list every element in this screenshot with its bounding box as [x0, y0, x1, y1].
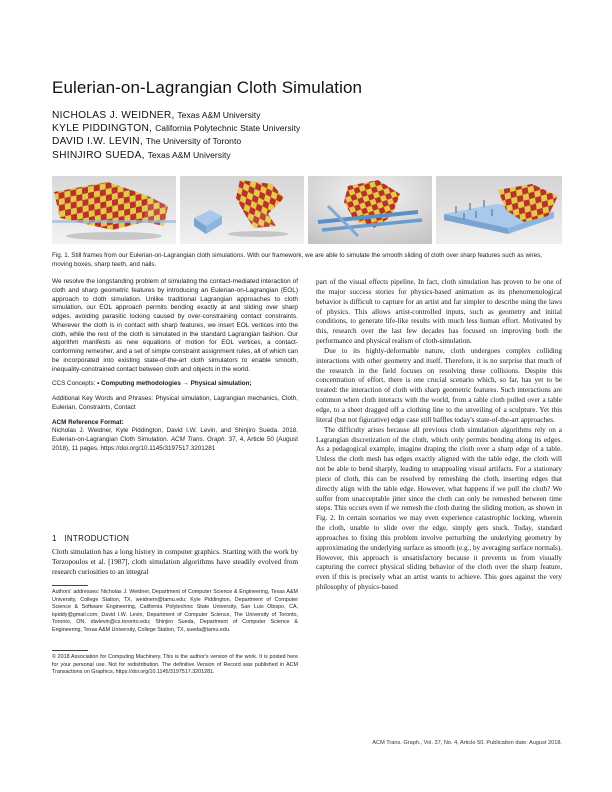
keywords-label: Additional Key Words and Phrases:	[52, 395, 154, 403]
abstract: We resolve the longstanding problem of simulating the contact-mediated interaction of cloth and sharp geometric features by introducing an Eulerian-on-Lagrangian (EOL) approach to cloth simulation. Unlike traditional Lagrangian approaches to cloth simulation, our EOL approach permits bending exactly at and sliding over sharp edges, avoiding parasitic locking caused by over-constraining contact constraints. Wherever the cloth is in contact with sharp features, we insert EOL vertices into the cloth, while the rest of the cloth is simulated in the standard Lagrangian fashion. Our algorithm manifests as new equations of motion for EOL vertices, a contact-conforming remesher, and a set of simple constraint assignment rules, all of which can be incorporated into existing state-of-the-art cloth simulators to enable smooth, inequality-constrained contact between cloth and objects in the world.	[52, 278, 298, 373]
reference-heading: ACM Reference Format:	[52, 418, 124, 426]
figure-panel-cloth-on-wires	[308, 176, 432, 244]
author-affiliation: Texas A&M University	[177, 110, 261, 120]
figure-panel-cloth-on-nails	[436, 176, 562, 244]
author-entry	[52, 122, 300, 135]
author-affiliation: California Polytechnic State University	[155, 123, 301, 134]
left-column	[52, 278, 298, 454]
ccs-concepts	[52, 380, 298, 389]
author-entry	[52, 135, 300, 148]
paper-title: Eulerian-on-Lagrangian Cloth Simulation	[52, 78, 363, 97]
reference-authors-title: Nicholas J. Weidner, Kyle Piddington, David I.W. Levin, and Shinjiro Sueda. 2018. Eulerian-on-Lagrangian Cloth Simulation.	[52, 427, 298, 444]
footnote-rule	[52, 585, 88, 586]
intro-paragraph: Cloth simulation has a long history in computer graphics. Starting with the work by Terzopoulos et al. [1987], cloth simulation algorithms have steadily evolved from research curiosities to an integral	[52, 547, 298, 577]
section-heading	[52, 534, 129, 543]
author-affiliation: The University of Toronto	[145, 136, 242, 147]
body-paragraph: Due to its highly-deformable nature, cloth undergoes complex colliding interactions with other geometry and itself. Therefore, it is no surprise that much of the research in the field focuses on resolving these collisions. Despite this concentration of effort, there is one crucial scenario which, so far, has yet to be treated: the interaction of cloth with sharp geometric features. Such interactions are common when cloth interacts with the world, from a table cloth pulled over a table edge, to a sheet dragged off a clothing line to the unveiling of a sculpture. Yet this literal (but not figurative) edge case still baffles today's state-of-the-art approaches.	[316, 346, 562, 424]
author-list	[52, 109, 300, 162]
figure-caption: Fig. 1. Still frames from our Eulerian-on-Lagrangian cloth simulations. With our framework, we are able to simulate the smooth sliding of cloth over sharp features such as wires, moving boxes, sharp teeth, and nails.	[52, 252, 542, 268]
reference-journal: ACM Trans. Graph.	[170, 436, 227, 444]
right-column	[316, 278, 562, 593]
keywords	[52, 395, 298, 413]
figure-panel-cloth-on-block	[180, 176, 304, 244]
author-entry	[52, 109, 300, 122]
footnote-copyright: © 2018 Association for Computing Machinery. This is the author's version of the work. It is posted here for your personal use. Not for redistribution. The definitive Version of Record was published in ACM Transactions on Graphics, https://doi.org/10.1145/3197517.3201281.	[52, 654, 298, 676]
body-paragraph: part of the visual effects pipeline. In fact, cloth simulation has proven to be one of the major success stories for physics-based animation as its phenomenological behavior is difficult to capture for an artist and far simpler to describe using the laws of physics. This allows artist-controlled inputs, such as geometry and initial conditions, to generate life-like results with much less human effort. Motivated by this, research over the last few decades has focused on improving both the performance and physical realism of cloth-simulation.	[316, 278, 562, 346]
ccs-bullet: • Computing methodologies → Physical simulation;	[97, 380, 252, 388]
author-name: DAVID I.W. LEVIN,	[52, 136, 143, 148]
author-name: SHINJIRO SUEDA,	[52, 149, 145, 161]
keywords-text: Physical simulation, Lagrangian mechanics, Cloth, Eulerian, Constraints, Contact	[52, 395, 298, 411]
reference-details: 37, 4, Article 50 (August 2018), 11 pages. https://doi.org/10.1145/3197517.3201281	[52, 436, 299, 453]
author-name: KYLE PIDDINGTON,	[52, 123, 153, 135]
author-name: NICHOLAS J. WEIDNER,	[52, 110, 175, 121]
figure-panel-cloth-on-rods	[52, 176, 176, 244]
section-title: INTRODUCTION	[64, 534, 130, 543]
author-affiliation: Texas A&M University	[147, 149, 231, 160]
reference-format	[52, 427, 298, 453]
footnote-rule-2	[52, 650, 88, 651]
ccs-label: CCS Concepts:	[52, 380, 96, 388]
body-paragraph: The difficulty arises because all previous cloth simulation algorithms rely on a Lagrangian discretization of the cloth, which only permits bending along its edges. As a pedagogical example, imagine draping the cloth over a sharp edge of a table. Unless the cloth mesh has edges exactly aligned with the table edge, the cloth will not be able to bend sharply, leading to unappealing visual artifacts. For a stationary piece of cloth, this can be resolved by remeshing the cloth, inserting edges that directly align with the table edge. However, what happens if we pull the cloth? We suffer from unacceptable jitter since the cloth can only be remeshed between time steps. This occurs even if we remesh the cloth during the sliding motion, as shown in Fig. 2. In certain scenarios we may even experience catastrophic locking, wherein the cloth, unable to slide over the edge, simply gets stuck. Today, standard approaches to fixing this problem involve perturbing the underlying geometry by approximating the underlying surface as smooth (e.g., by averaging surface normals). However, this approach is unsatisfactory because it prevents us from visually capturing the correct physical sliding behavior of the cloth over the sharp feature, even if this is precisely what an artist wants to achieve. This goes against the very philosophy of physics-based	[316, 425, 562, 592]
author-entry	[52, 149, 300, 162]
running-footer: ACM Trans. Graph., Vol. 37, No. 4, Article 50. Publication date: August 2018.	[372, 740, 562, 746]
section-number: 1	[52, 534, 57, 543]
footnote-addresses: Authors' addresses: Nicholas J. Weidner, Department of Computer Science & Engineering, Texas A&M University, College Station, TX, weidnern@tamu.edu; Kyle Piddington, Department of Computer Science & Software Engineering, California Polytechnic State University, San Luis Obispo, CA, kpiddy@gmail.com; David I.W. Levin, Department of Computer Science, The University of Toronto, Toronto, ON, diwlevin@cs.toronto.edu; Shinjiro Sueda, Department of Computer Science & Engineering, Texas A&M University, College Station, TX, sueda@tamu.edu.	[52, 589, 298, 633]
teaser-figure	[52, 176, 562, 244]
